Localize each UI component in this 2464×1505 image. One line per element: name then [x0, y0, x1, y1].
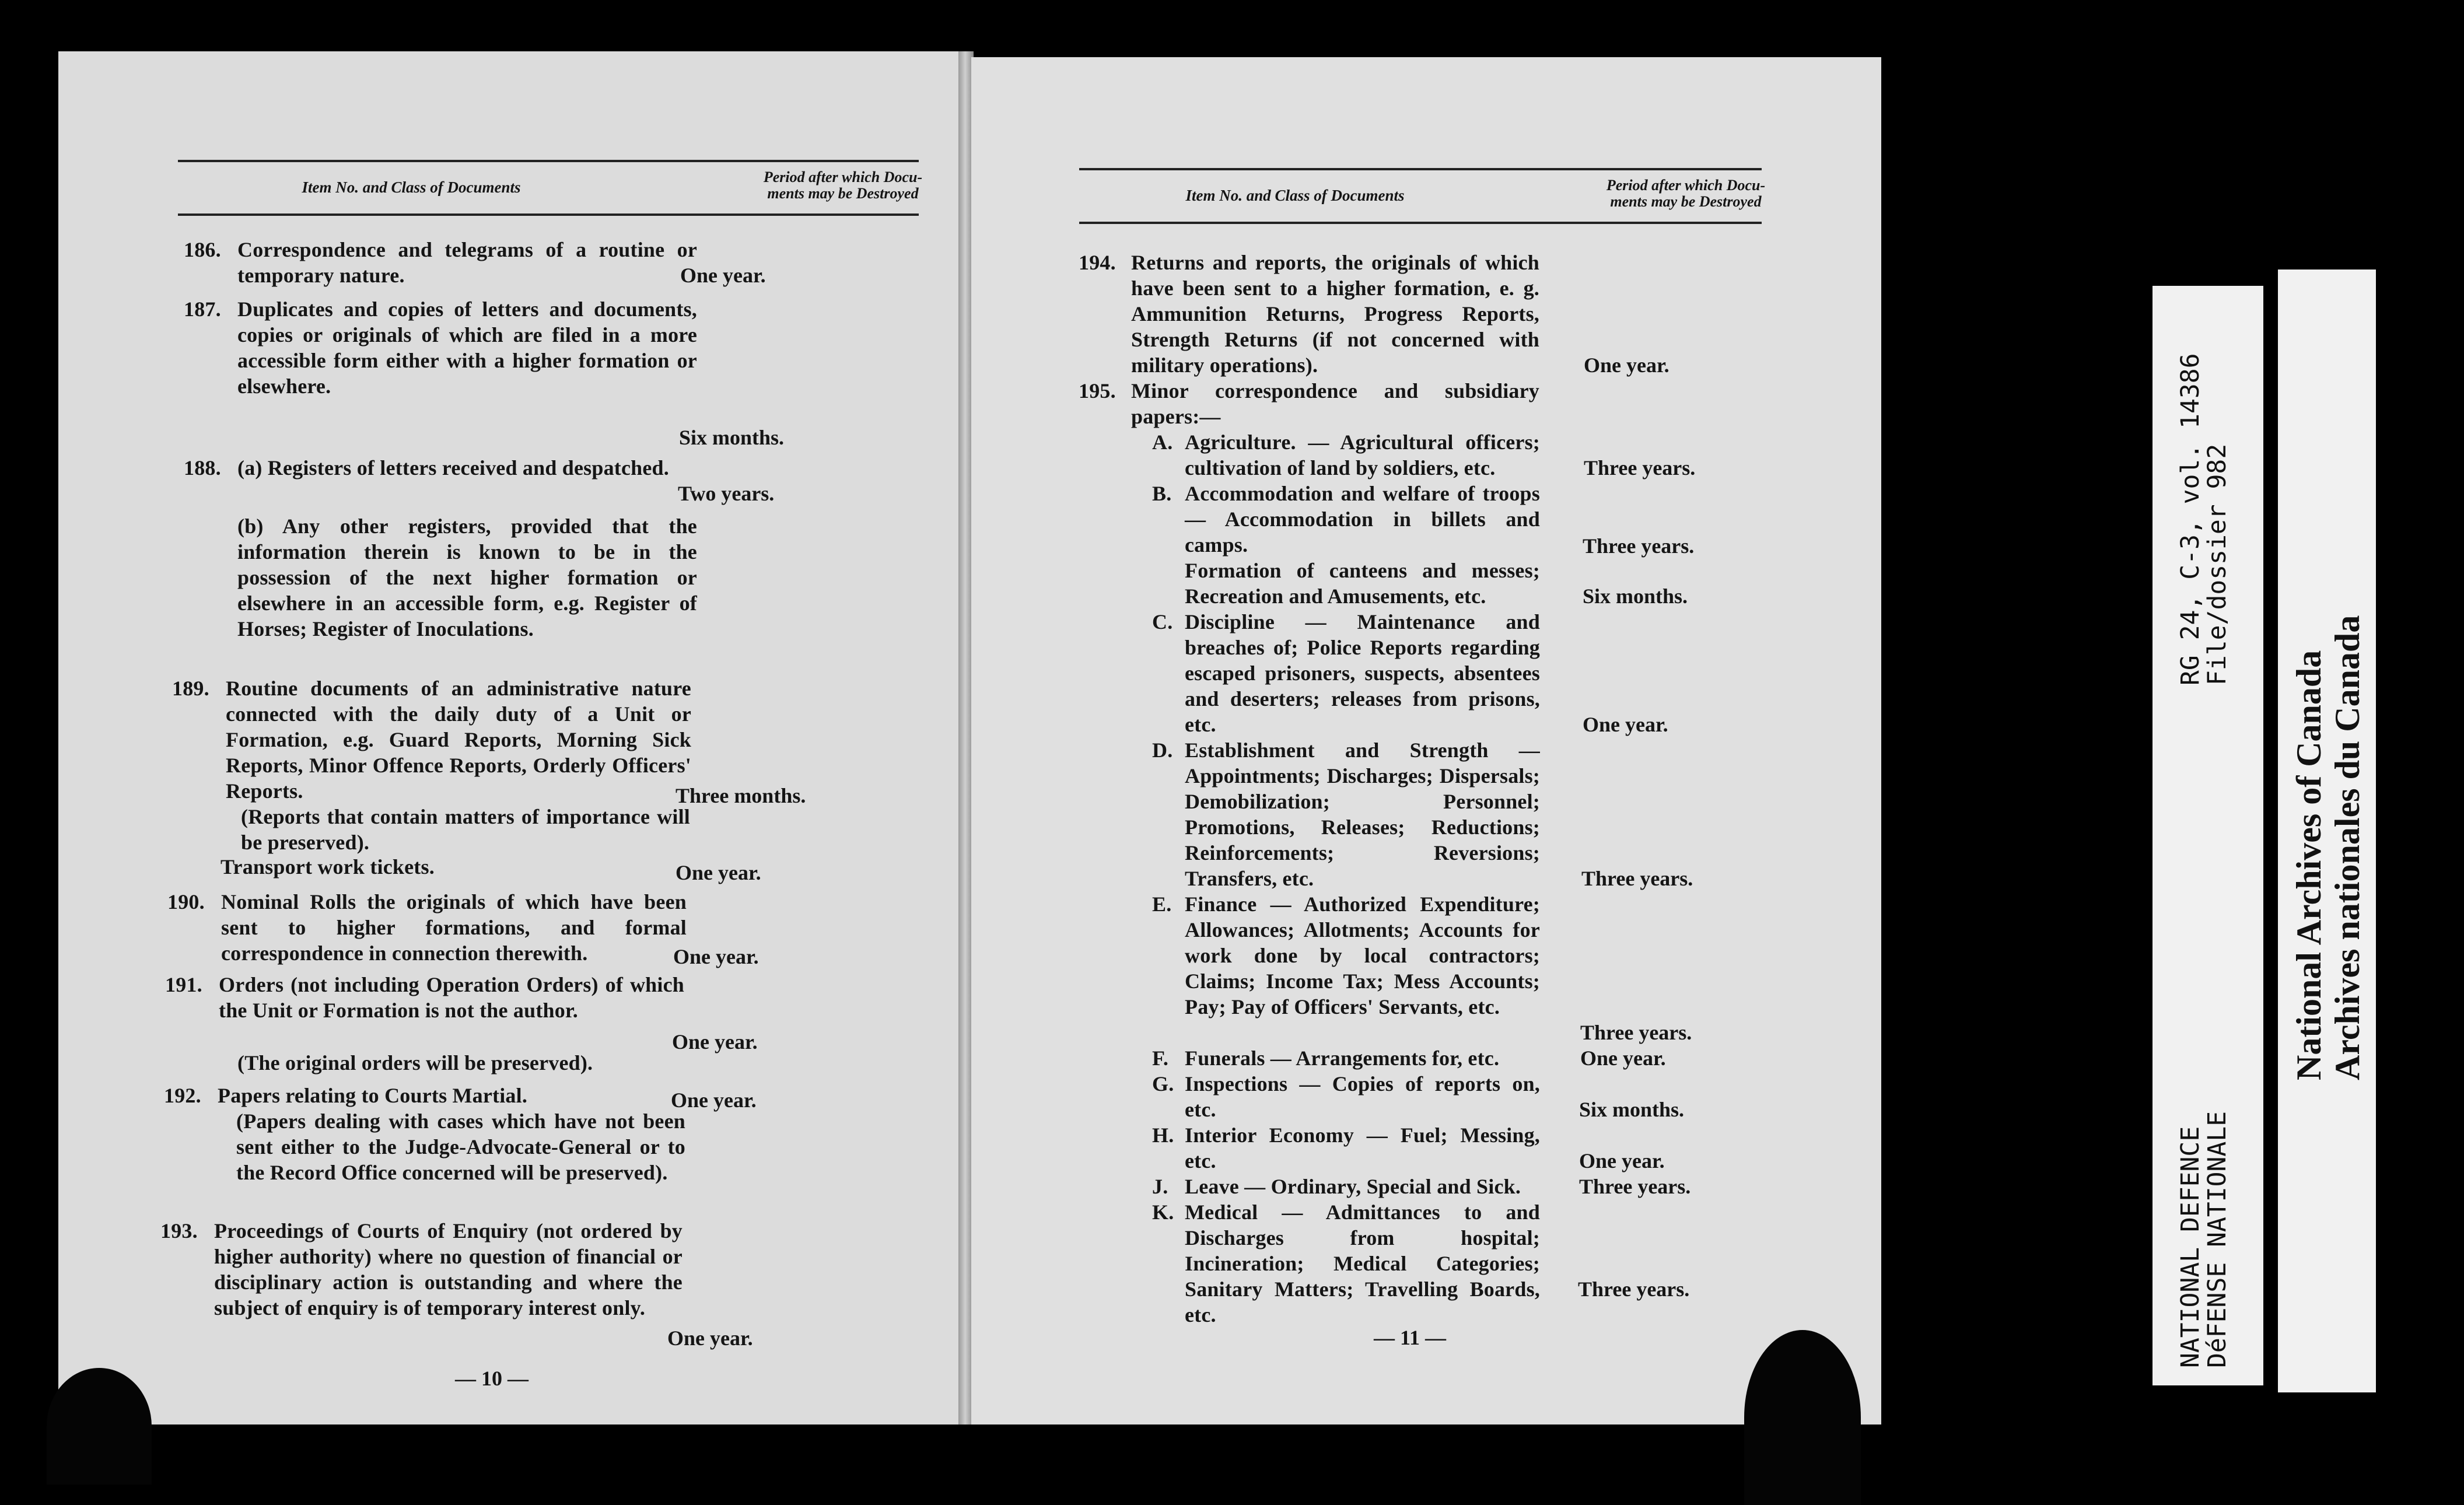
item-text: Transport work tickets.: [220, 855, 435, 878]
item-text: Agriculture. — Agricultural officers; cultivation of land by soldiers, etc.: [1185, 430, 1540, 480]
retention-period: One year.: [671, 1088, 757, 1112]
list-item: [167, 889, 687, 966]
thumb-shadow-left: [47, 1368, 152, 1485]
list-item: [164, 1083, 683, 1108]
list-item: [1152, 429, 1540, 481]
item-text: Correspondence and telegrams of a routine or temporary nature.: [237, 238, 697, 287]
item-text: Funerals — Arrangements for, etc.: [1185, 1046, 1500, 1070]
item-text: Finance — Authorized Expenditure; Allowances; Allotments; Accounts for work done by local contractors; Claims; Income Tax; Mess Accounts; Pay; Pay of Officers' Servants, etc.: [1185, 892, 1540, 1019]
item-text: Duplicates and copies of letters and documents, copies or originals of which are filed in a more accessible form either with a higher formation or elsewhere.: [237, 298, 697, 398]
retention-period: Two years.: [678, 482, 775, 505]
item-text: (The original orders will be preserved).: [237, 1051, 593, 1074]
list-item: [165, 972, 684, 1023]
retention-period: Six months.: [1579, 1098, 1685, 1121]
list-item: [1152, 1045, 1540, 1071]
item-text: Proceedings of Courts of Enquiry (not ordered by higher authority) where no question of financial or disciplinary action is outstanding and where the subject of enquiry is of temporary interest only.: [214, 1219, 682, 1320]
item-number: 186.: [184, 238, 221, 261]
item-text: Establishment and Strength — Appointments; Discharges; Dispersals; Demobilization; Personnel; Promotions, Releases; Reductions; Reinforcements; Reversions; Transfers, etc.: [1185, 738, 1540, 890]
list-item: [172, 676, 691, 804]
list-item: [1079, 250, 1539, 378]
list-item: [1152, 1174, 1540, 1199]
item-text: (a) Registers of letters received and despatched.: [237, 456, 669, 480]
header-item-column: Item No. and Class of Documents: [302, 178, 521, 196]
item-letter: B.: [1152, 482, 1172, 505]
retention-period: Three months.: [676, 784, 806, 807]
header-period-column: Period after which Docu- ments may be Destroyed: [1606, 177, 1766, 210]
archival-reference: RG 24, C-3, vol. 14386 File/dossier 982: [2176, 353, 2232, 685]
item-text: (Papers dealing with cases which have not been sent either to the Judge-Advocate-General or to the Record Office concerned will be preserved).: [236, 1110, 685, 1184]
retention-period: Three years.: [1581, 867, 1693, 890]
retention-period: Six months.: [1583, 584, 1688, 608]
list-item: [160, 1218, 682, 1321]
archive-institution-strip: [2278, 270, 2376, 1392]
list-item: [184, 296, 697, 399]
item-text: Accommodation and welfare of troops — Accommodation in billets and camps.: [1185, 482, 1540, 556]
retention-period: Three years.: [1580, 1021, 1692, 1044]
retention-period: Three years.: [1579, 1175, 1691, 1198]
item-number: 193.: [160, 1219, 198, 1242]
table-header: [1079, 168, 1766, 224]
table-header: [178, 160, 923, 216]
item-letter: H.: [1152, 1124, 1174, 1147]
retention-period: Three years.: [1578, 1278, 1690, 1301]
item-text: Formation of canteens and messes; Recreation and Amusements, etc.: [1185, 559, 1540, 608]
retention-period: One year.: [1579, 1149, 1665, 1172]
retention-period: One year.: [1584, 354, 1670, 377]
list-item: [237, 513, 697, 642]
item-letter: J.: [1152, 1175, 1168, 1198]
item-number: 188.: [184, 456, 221, 480]
department-label: NATIONAL DEFENCE DéFENSE NATIONALE: [2176, 1111, 2232, 1368]
list-item: [1152, 481, 1540, 558]
item-text: Returns and reports, the originals of which have been sent to a higher formation, e. g. Ammunition Returns, Progress Reports, Strength Returns (if not concerned with military operations).: [1131, 251, 1539, 377]
header-item-column: Item No. and Class of Documents: [1185, 187, 1405, 204]
retention-period: One year.: [680, 264, 766, 287]
item-letter: C.: [1152, 610, 1173, 634]
retention-period: One year.: [1580, 1046, 1666, 1070]
right-page: [971, 57, 1881, 1424]
list-item: [1152, 1199, 1540, 1328]
item-text: Discipline — Maintenance and breaches of; Police Reports regarding escaped prisoners, suspects, absentees and deserters; releases from prisons, etc.: [1185, 610, 1540, 736]
left-page: [58, 51, 963, 1424]
item-text: Papers relating to Courts Martial.: [218, 1084, 528, 1107]
item-number: 192.: [164, 1084, 201, 1107]
list-item: [237, 1050, 692, 1076]
retention-period: Three years.: [1584, 456, 1696, 480]
item-text: Inspections — Copies of reports on, etc.: [1185, 1072, 1540, 1121]
item-letter: K.: [1152, 1200, 1174, 1224]
item-text: Orders (not including Operation Orders) of which the Unit or Formation is not the author.: [219, 973, 684, 1022]
item-letter: G.: [1152, 1072, 1174, 1096]
thumb-shadow-right: [1744, 1330, 1861, 1505]
item-letter: F.: [1152, 1046, 1169, 1070]
list-item: [1152, 891, 1540, 1020]
item-text: Minor correspondence and subsidiary papers:—: [1131, 379, 1539, 428]
item-number: 187.: [184, 298, 221, 321]
page-number: — 10 —: [455, 1367, 528, 1390]
item-number: 194.: [1079, 251, 1116, 274]
item-letter: A.: [1152, 430, 1173, 454]
header-period-column: Period after which Docu- ments may be Destroyed: [763, 169, 923, 202]
item-letter: E.: [1152, 892, 1172, 916]
item-text: Routine documents of an administrative nature connected with the daily duty of a Unit or Formation, e.g. Guard Reports, Morning Sick Reports, Minor Offence Reports, Orderly Officers' Reports.: [226, 677, 691, 803]
archive-reference-strip: [2152, 286, 2263, 1385]
retention-period: One year.: [672, 1030, 758, 1054]
item-text: Leave — Ordinary, Special and Sick.: [1185, 1175, 1521, 1198]
item-text: Medical — Admittances to and Discharges from hospital; Incineration; Medical Categories; Sanitary Matters; Travelling Boards, etc.: [1185, 1200, 1540, 1326]
item-text: (Reports that contain matters of importance will be preserved).: [241, 805, 690, 854]
list-item: [241, 804, 690, 855]
list-item: [220, 854, 629, 880]
list-item: [236, 1108, 685, 1185]
retention-period: One year.: [1583, 713, 1668, 736]
list-item: [1152, 1071, 1540, 1122]
item-number: 190.: [167, 890, 205, 914]
list-item: [184, 237, 697, 288]
retention-period: One year.: [667, 1326, 753, 1350]
list-item: [1152, 1122, 1540, 1174]
item-text: Nominal Rolls the originals of which have been sent to higher formations, and formal correspondence in connection therewith.: [221, 890, 687, 965]
list-item: [1152, 609, 1540, 737]
retention-period: Six months.: [679, 426, 785, 449]
item-number: 189.: [172, 677, 209, 700]
retention-period: Three years.: [1583, 534, 1695, 558]
retention-period: One year.: [676, 861, 761, 884]
retention-period: One year.: [673, 945, 759, 968]
list-item: [1079, 378, 1539, 429]
list-item: [184, 455, 697, 481]
item-letter: D.: [1152, 738, 1173, 762]
list-item: [1185, 558, 1540, 609]
list-item: [1152, 737, 1540, 891]
item-number: 195.: [1079, 379, 1116, 402]
item-text: Interior Economy — Fuel; Messing, etc.: [1185, 1124, 1540, 1172]
institution-name: National Archives of Canada Archives nationales du Canada: [2290, 615, 2367, 1080]
item-number: 191.: [165, 973, 202, 996]
page-number: — 11 —: [1374, 1326, 1447, 1349]
item-text: (b) Any other registers, provided that the information therein is known to be in the possession of the next higher formation or elsewhere in an accessible form, e.g. Register of Horses; Register of Inoculations.: [237, 514, 697, 640]
